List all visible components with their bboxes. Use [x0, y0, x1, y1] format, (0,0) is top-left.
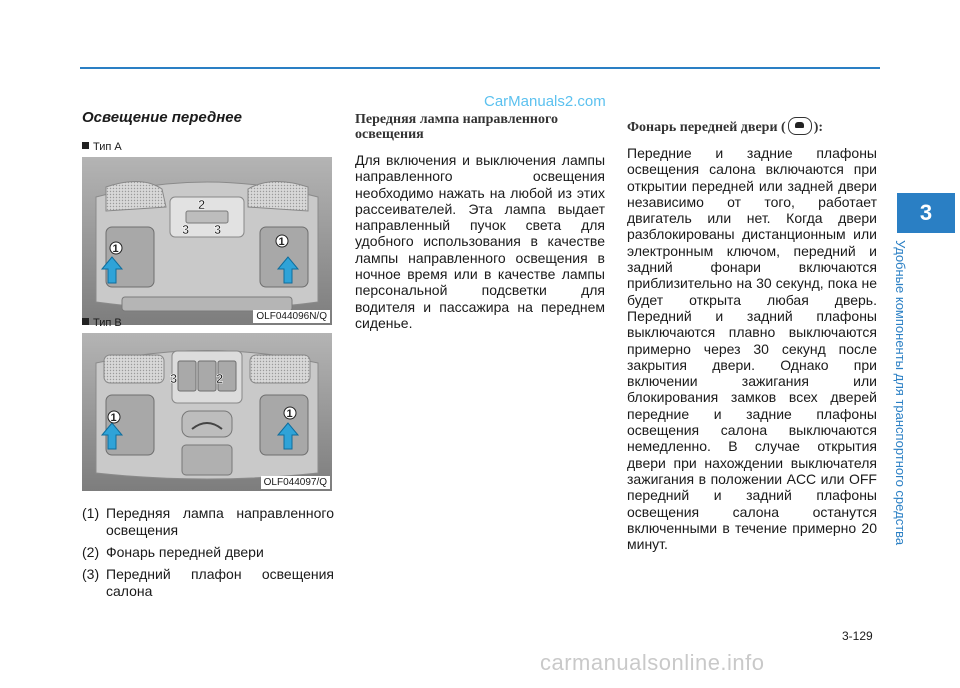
door-lamp-heading: Фонарь передней двери ( ): [627, 117, 877, 135]
header-rule [80, 67, 880, 69]
callout-1: 1 [110, 412, 117, 424]
figure-type-b [82, 316, 332, 491]
figure-b-code: OLF044097/Q [261, 476, 330, 489]
watermark-bottom: carmanualsonline.info [540, 650, 765, 675]
callout-1: 1 [278, 236, 285, 248]
column-door-lamp [627, 117, 877, 552]
directional-lamp-text: Для включения и выключения лампы направленного освещения необходимо нажать на любой из этих рассеивателей. Эта лампа выдает направленный пучок света для удобного использования в качестве лампы направленного освещения в ночное время или в качестве лампы персональной подсветки для водителя и пассажира на переднем сиденье. [355, 152, 605, 331]
callout-1: 1 [112, 243, 119, 255]
page-number: 3-129 [842, 629, 873, 643]
figure-b-label: Тип B [82, 316, 332, 330]
section-title: Освещение переднее [82, 109, 242, 126]
callout-1: 1 [286, 408, 293, 420]
figure-a-label: Тип A [82, 140, 332, 154]
figure-legend [82, 505, 334, 605]
door-lamp-text: Передние и задние плафоны освещения салона включаются при открытии передней или задней двери независимо от того, работает двигатель или нет. Когда двери разблокированы дистанционным или электронным ключом, передний и задний фонари включаются приблизительно на 30 секунд, пока не будет открыта любая дверь. Передний и задний плафоны выключаются плавно выключаются примерно через 30 секунд после закрытия двери. Однако при включении зажигания или блокирования замков всех дверей передние и задние плафоны освещения салона выключаются немедленно. В случае открытия двери при нахождении выключателя зажигания в положении ACC или OFF передний и задний плафоны освещения салона останутся включенными в течение примерно 20 минут. [627, 145, 877, 553]
directional-lamp-heading: Передняя лампа направленного освещения [355, 112, 558, 142]
overhead-console-a-drawing [82, 157, 332, 325]
door-lamp-icon [788, 117, 812, 135]
chapter-title-vertical: Удобные компоненты для транспортного средства [893, 240, 908, 546]
figure-b-image [82, 333, 332, 491]
watermark-top: CarManuals2.com [484, 93, 606, 110]
callout-2: 2 [216, 371, 224, 386]
chapter-tab: 3 [897, 193, 955, 233]
callout-2: 2 [198, 197, 206, 212]
figure-type-a [82, 140, 332, 325]
legend-item: (3) Передний плафон освещения салона [82, 566, 334, 599]
figure-a-code: OLF044096N/Q [253, 310, 330, 323]
figure-a-image [82, 157, 332, 325]
overhead-console-b-drawing [82, 333, 332, 491]
legend-item: (2) Фонарь передней двери [82, 544, 264, 560]
callout-3: 3 [214, 222, 222, 237]
callout-3: 3 [182, 222, 190, 237]
legend-item: (1) Передняя лампа направленного освещения [82, 505, 334, 538]
column-directional-lamp [355, 112, 605, 331]
callout-3: 3 [170, 371, 178, 386]
